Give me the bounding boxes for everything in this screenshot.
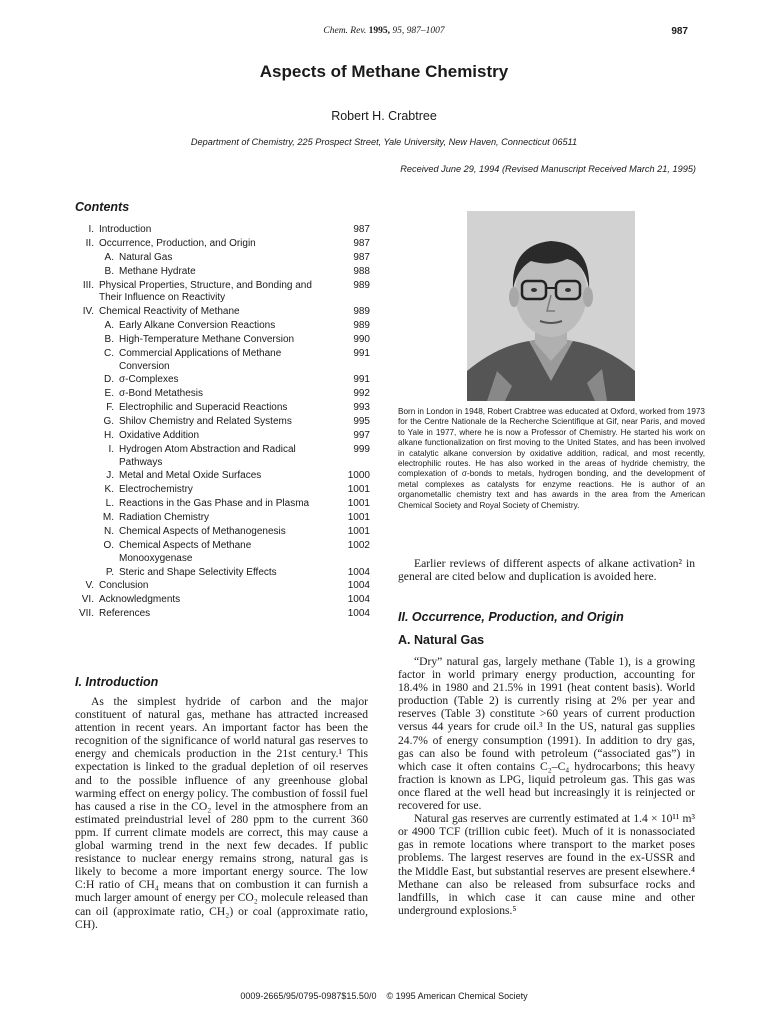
introduction-paragraph: As the simplest hydride of carbon and the major constituent of natural gas, methane has attracted increased attention in recent years. An important factor has been the recognition of the significance of world natural gas reserves to energy and chemicals production in the 21st century.¹ This expectation is linked to the gradual depletion of oil reserves and to the possible influence of any greenhouse global warming effect on energy policy. The combustion of fossil fuel has caused a rise in the CO₂ level in the atmosphere from an estimated preindustrial level of 280 ppm to the current 360 ppm. If current climate models are correct, this may cause a global warming trend in the next few decades. If public resistance to nuclear energy remains strong, natural gas is likely to become a more important energy source. The low C:H ratio of CH₄ means that on combustion it can furnish a much larger amount of energy per CO₂ molecule released than can oil (approximate ratio, CH₂) or coal (approximate ratio, CH).	[75, 695, 368, 931]
earlier-reviews-paragraph: Earlier reviews of different aspects of alkane activation² in general are cited below and duplication is avoided here.	[398, 557, 695, 584]
toc-entry-number: L.	[105, 498, 114, 510]
toc-entry-page: 989	[353, 279, 370, 291]
table-of-contents	[70, 224, 370, 622]
toc-entry-title: Commercial Applications of Methane Conversion	[119, 347, 282, 372]
toc-entry-page: 997	[353, 429, 370, 441]
toc-entry	[70, 567, 370, 580]
toc-entry-title: Electrochemistry	[119, 484, 193, 496]
toc-entry-title: Natural Gas	[119, 251, 173, 263]
introduction-heading: I. Introduction	[75, 675, 159, 689]
toc-entry-number: G.	[103, 416, 114, 428]
journal-name: Chem. Rev.	[323, 26, 367, 36]
toc-entry-title: Introduction	[99, 224, 152, 235]
toc-entry-number: VII.	[78, 608, 94, 620]
toc-entry	[70, 402, 370, 415]
toc-entry-number: J.	[106, 470, 114, 482]
toc-entry	[70, 594, 370, 607]
toc-entry-page: 989	[353, 306, 370, 318]
toc-entry-page: 988	[353, 265, 370, 277]
toc-entry-title: Conclusion	[99, 580, 149, 592]
toc-entry-page: 1002	[347, 539, 370, 551]
toc-entry	[70, 266, 370, 279]
toc-entry	[70, 374, 370, 387]
toc-entry-page: 1001	[347, 526, 370, 538]
toc-entry-number: E.	[104, 388, 114, 400]
toc-entry-number: H.	[104, 429, 114, 441]
toc-entry-page: 1004	[347, 580, 370, 592]
toc-entry-title: Hydrogen Atom Abstraction and Radical Pathways	[119, 443, 296, 468]
toc-entry-title: Methane Hydrate	[119, 265, 196, 277]
toc-entry-number: V.	[85, 580, 94, 592]
toc-entry-page: 999	[353, 443, 370, 455]
toc-entry	[70, 498, 370, 511]
toc-entry	[70, 416, 370, 429]
toc-entry-page: 1001	[347, 484, 370, 496]
toc-entry-number: IV.	[82, 306, 94, 318]
toc-entry-page: 1001	[347, 498, 370, 510]
toc-entry	[70, 224, 370, 237]
toc-entry-title: Radiation Chemistry	[119, 512, 210, 524]
author-portrait-image	[467, 211, 635, 401]
toc-entry-title: Shilov Chemistry and Related Systems	[119, 416, 292, 428]
toc-entry-page: 991	[353, 374, 370, 386]
toc-entry	[70, 526, 370, 539]
footer-code: 0009-2665/95/0795-0987$15.50/0	[240, 991, 377, 1001]
contents-heading: Contents	[75, 200, 130, 214]
natural-gas-paragraph-1: “Dry” natural gas, largely methane (Table 1), is a growing factor in world primary energy production, accounting for 18.4% in 1980 and 21.5% in 1991 (heat content basis). World production (Table 2) is currently rising at 2% per year and reserves (Table 3) constitute >60 years of current production versus 44 years for crude oil.³ In the US, natural gas supplies 24.7% of energy consumption (1991). In addition to dry gas, gas can also be found with petroleum (“associated gas”) in which case it often contains C₂–C₄ hydrocarbons; this heavy fraction is known as LPG, liquid petroleum gas. This gas was once flared at the well head but increasingly it is reinjected or recovered for use.	[398, 655, 695, 813]
footer-copyright: © 1995 American Chemical Society	[386, 991, 528, 1001]
toc-entry	[70, 484, 370, 497]
natural-gas-heading: A. Natural Gas	[398, 633, 485, 647]
toc-entry-page: 1004	[347, 594, 370, 606]
toc-entry	[70, 512, 370, 525]
toc-entry-title: Steric and Shape Selectivity Effects	[119, 566, 277, 578]
toc-entry-title: Occurrence, Production, and Origin	[99, 237, 256, 249]
toc-entry	[70, 306, 370, 319]
earlier-reviews-text	[398, 557, 695, 583]
toc-entry-page: 987	[353, 237, 370, 249]
toc-entry-page: 1004	[347, 608, 370, 620]
section-2-heading: II. Occurrence, Production, and Origin	[398, 610, 624, 624]
introduction-body	[75, 695, 368, 931]
toc-entry	[70, 280, 370, 305]
toc-entry-number: VI.	[81, 594, 94, 606]
toc-entry-page: 993	[353, 402, 370, 414]
page-footer	[0, 991, 768, 1001]
toc-entry-title: Electrophilic and Superacid Reactions	[119, 402, 288, 414]
toc-entry-number: III.	[82, 279, 94, 291]
toc-entry-number: II.	[85, 237, 94, 249]
toc-entry-title: Oxidative Addition	[119, 429, 200, 441]
natural-gas-paragraph-2: Natural gas reserves are currently estimated at 1.4 × 10¹¹ m³ or 4900 TCF (trillion cubic feet). Much of it is nonassociated gas in remote locations where transport to the market poses problems. The largest reserves are found in the ex-USSR and the Middle East, but substantial reserves are present elsewhere.⁴ Methane can also be released from subsurface rocks and landfills, in which case it can cause mine and other underground explosions.⁵	[398, 812, 696, 917]
article-title: Aspects of Methane Chemistry	[259, 62, 509, 81]
toc-entry-number: N.	[104, 526, 114, 538]
toc-entry	[70, 334, 370, 347]
toc-entry-page: 991	[353, 347, 370, 359]
toc-entry-title: Chemical Aspects of Methanogenesis	[119, 526, 286, 538]
toc-entry-number: F.	[106, 402, 114, 414]
toc-entry-title: Metal and Metal Oxide Surfaces	[119, 470, 262, 482]
toc-entry-number: A.	[104, 320, 114, 332]
received-date: Received June 29, 1994 (Revised Manuscript Received March 21, 1995)	[400, 164, 696, 174]
journal-year: 1995,	[368, 26, 390, 36]
toc-entry-title: Chemical Aspects of Methane Monooxygenase	[119, 539, 252, 564]
toc-entry-number: A.	[104, 251, 114, 263]
journal-citation	[0, 26, 768, 36]
toc-entry-number: B.	[104, 265, 114, 277]
toc-entry-page: 1001	[347, 512, 370, 524]
toc-entry-page: 995	[353, 416, 370, 428]
toc-entry	[70, 430, 370, 443]
toc-entry	[70, 238, 370, 251]
toc-entry-title: σ-Complexes	[119, 374, 179, 386]
toc-entry-title: High-Temperature Methane Conversion	[119, 333, 295, 345]
toc-entry-title: Early Alkane Conversion Reactions	[119, 320, 276, 332]
toc-entry-number: D.	[104, 374, 114, 386]
toc-entry-number: C.	[104, 347, 114, 359]
toc-entry-number: I.	[108, 443, 114, 455]
toc-entry-page: 1004	[347, 566, 370, 578]
toc-entry	[70, 444, 370, 469]
toc-entry-title: Physical Properties, Structure, and Bonding and Their Influence on Reactivity	[99, 279, 312, 304]
toc-entry-page: 987	[353, 251, 370, 263]
page-number: 987	[671, 26, 688, 37]
toc-entry-title: Chemical Reactivity of Methane	[99, 306, 240, 318]
toc-entry	[70, 388, 370, 401]
toc-entry-page: 990	[353, 333, 370, 345]
toc-entry	[70, 252, 370, 265]
author-bio-caption: Born in London in 1948, Robert Crabtree was educated at Oxford, worked from 1973 for the Centre Nationale de la Recherche Scientifique at Gif, near Paris, and moved to Yale in 1977, where he is now a Professor of Chemistry. He started his work on alkane functionalization on first moving to the United States, and has been involved in catalytic alkane conversion by oxidative addition, radical, and most recently, electrophilic routes. He has also worked in the areas of hydride chemistry, the complexation of σ-bonds to metals, hydrogen bonding, and the development of metal complexes as catalysts for enzyme reactions. He is author of an organometallic chemistry text and has awards in the area from the American Chemical Society and Royal Society of Chemistry.	[398, 407, 705, 510]
toc-entry-number: K.	[104, 484, 114, 496]
toc-entry	[70, 348, 370, 373]
natural-gas-body	[398, 655, 695, 917]
toc-entry-title: Reactions in the Gas Phase and in Plasma	[119, 498, 310, 510]
toc-entry-page: 992	[353, 388, 370, 400]
toc-entry-number: I.	[88, 224, 94, 235]
toc-entry	[70, 470, 370, 483]
toc-entry-page: 989	[353, 320, 370, 332]
toc-entry-title: References	[99, 608, 151, 620]
author-photo	[467, 211, 635, 401]
toc-entry	[70, 320, 370, 333]
toc-entry-title: σ-Bond Metathesis	[119, 388, 203, 400]
affiliation: Department of Chemistry, 225 Prospect Street, Yale University, New Haven, Connecticut 06511	[190, 137, 578, 147]
toc-entry-title: Acknowledgments	[99, 594, 181, 606]
toc-entry-page: 987	[353, 224, 370, 235]
author-name: Robert H. Crabtree	[331, 109, 437, 123]
toc-entry-number: B.	[104, 333, 114, 345]
toc-entry	[70, 608, 370, 621]
toc-entry-number: O.	[103, 539, 114, 551]
journal-volume-pages: 95, 987–1007	[392, 26, 445, 36]
toc-entry-number: M.	[102, 512, 114, 524]
toc-entry	[70, 580, 370, 593]
toc-entry-page: 1000	[347, 470, 370, 482]
toc-entry	[70, 540, 370, 565]
toc-entry-number: P.	[105, 566, 114, 578]
